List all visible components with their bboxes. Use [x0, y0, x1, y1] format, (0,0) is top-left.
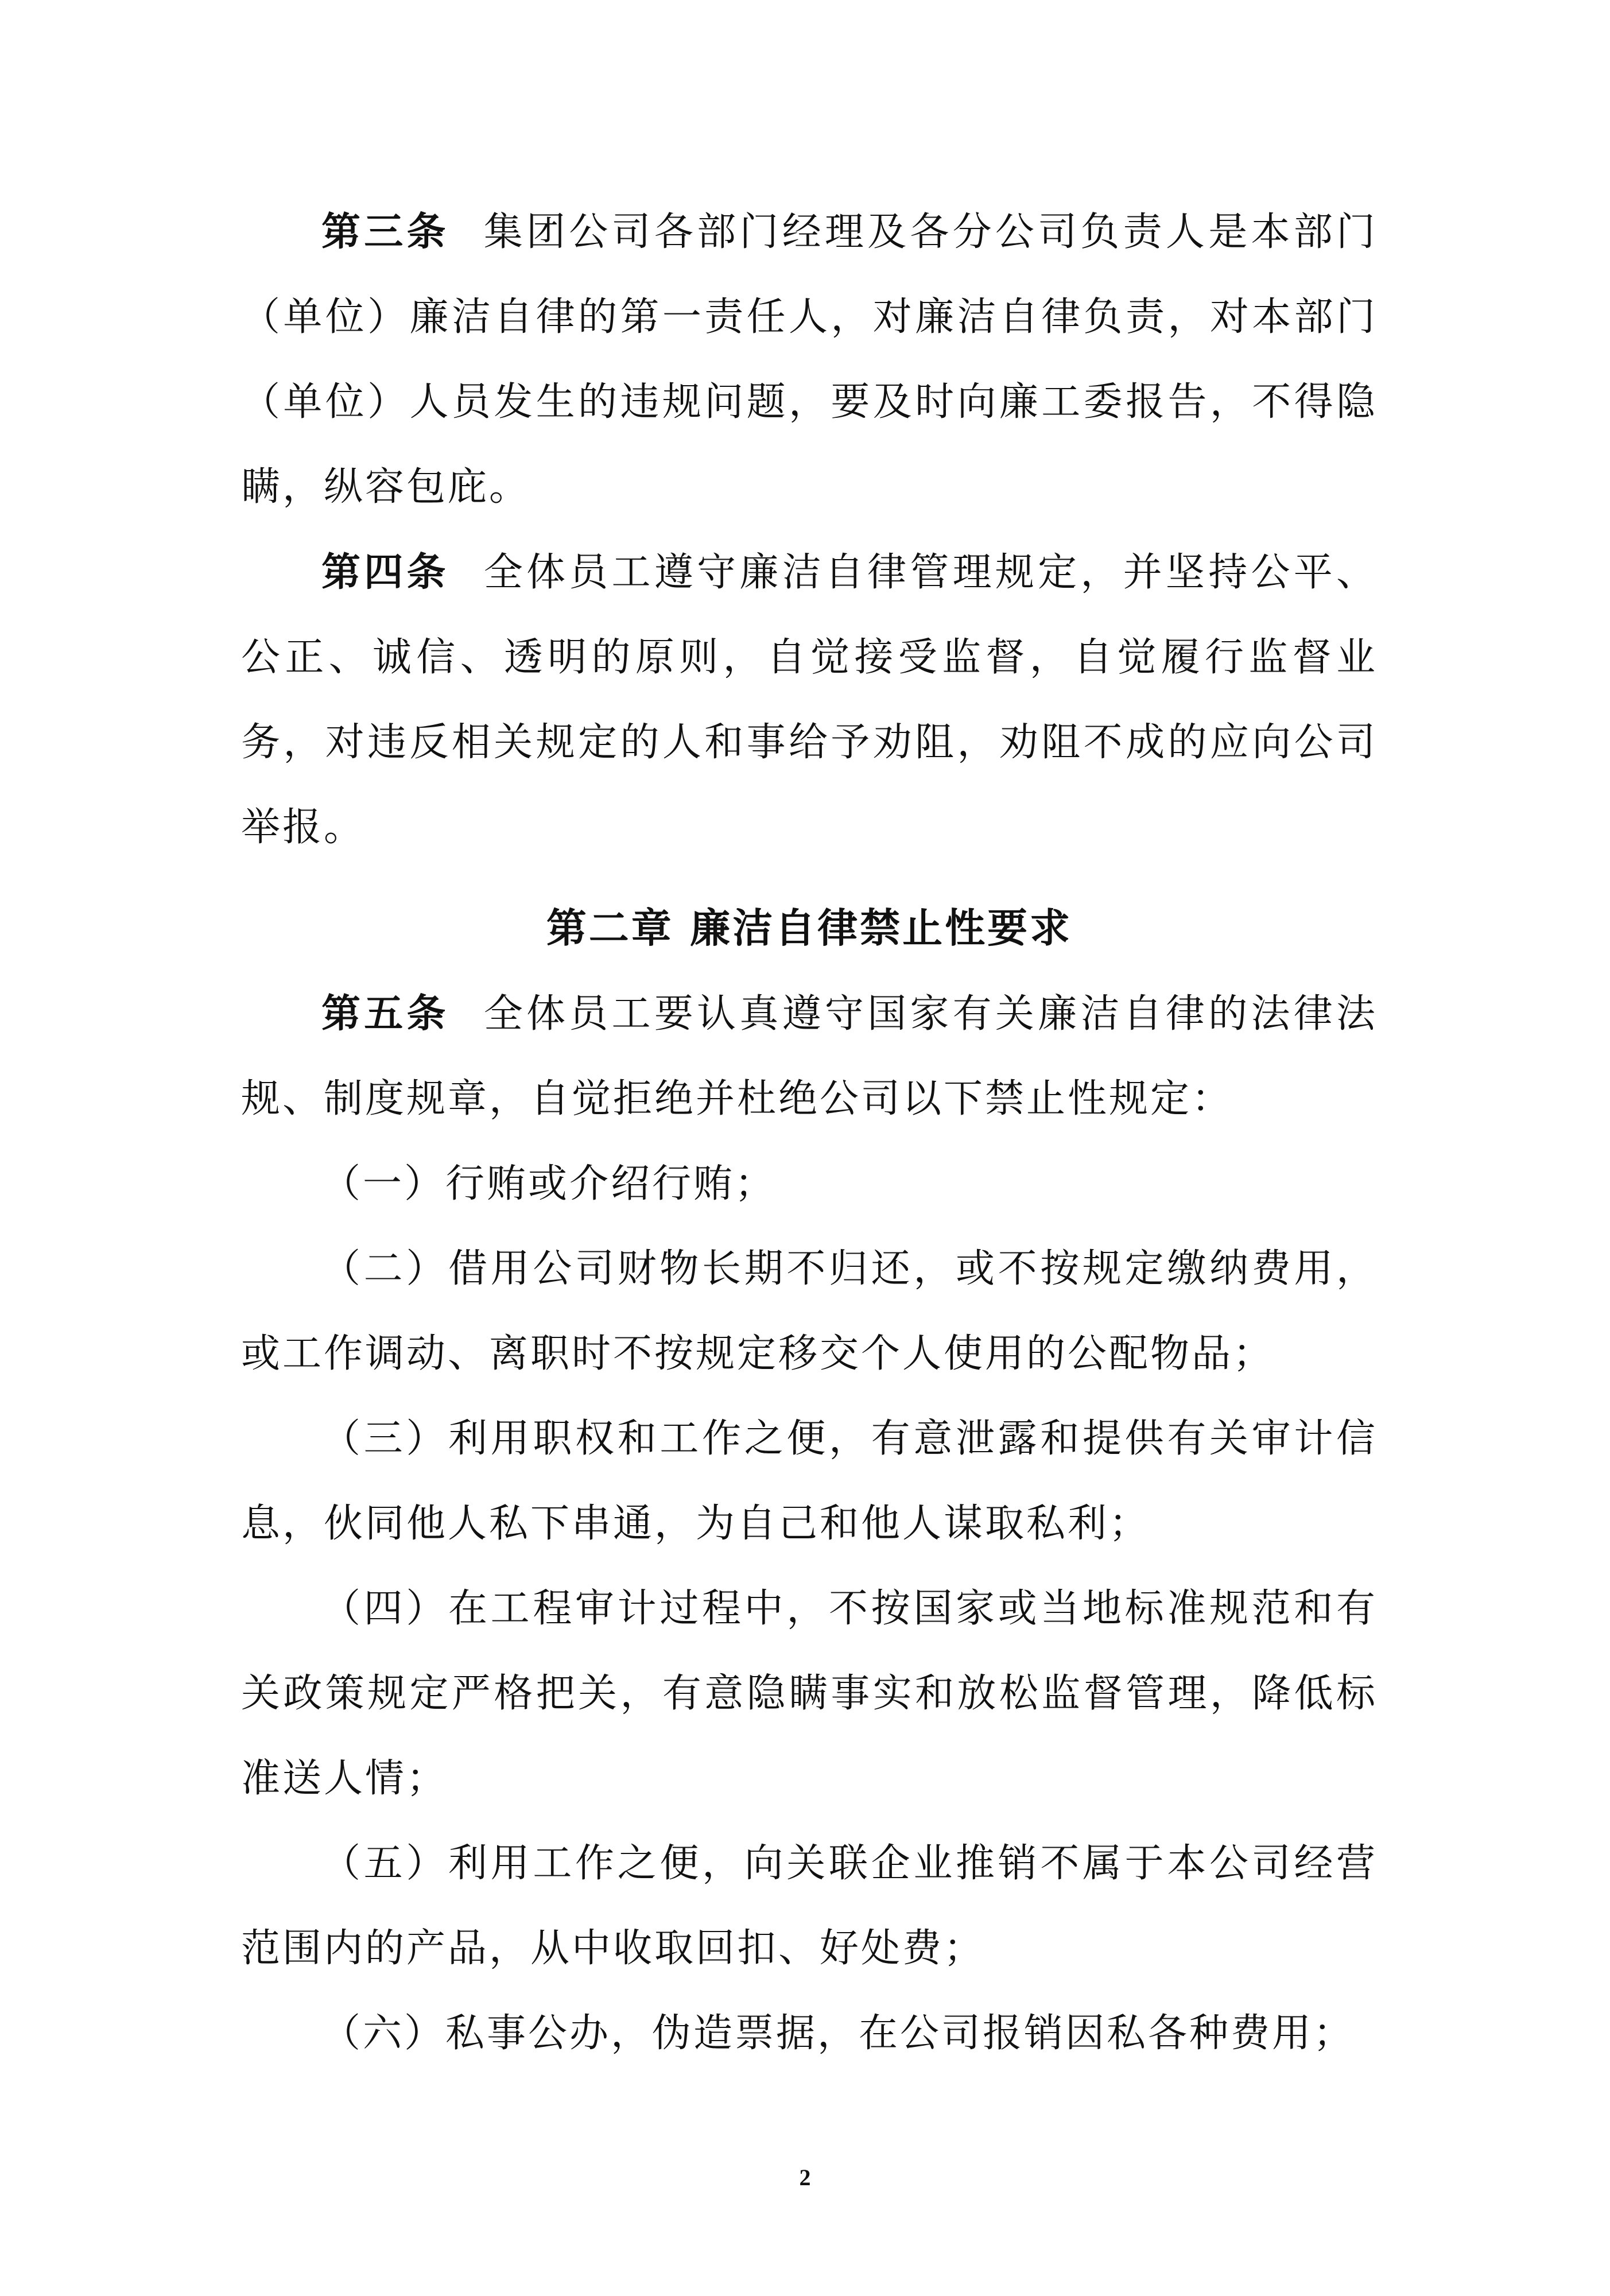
article-4: [241, 530, 1378, 870]
list-item: （四）在工程审计过程中，不按国家或当地标准规范和有关政策规定严格把关，有意隐瞒事实和放松监督管理，降低标准送人情；: [241, 1586, 1378, 1801]
page-number: 2: [799, 2165, 811, 2190]
article-5-text: 全体员工要认真遵守国家有关廉洁自律的法律法规、制度规章，自觉拒绝并杜绝公司以下禁止性规定：: [241, 991, 1378, 1122]
document-body: [241, 189, 1378, 2076]
list-item: （二）借用公司财物长期不归还，或不按规定缴纳费用，或工作调动、离职时不按规定移交个人使用的公配物品；: [241, 1246, 1378, 1376]
article-4-label: 第四条: [321, 549, 449, 595]
chapter-heading: 第二章 廉洁自律禁止性要求: [546, 904, 1073, 952]
list-item: （五）利用工作之便，向关联企业推销不属于本公司经营范围内的产品，从中收取回扣、好处费；: [241, 1841, 1378, 1971]
article-3: [241, 189, 1378, 530]
article-3-text: 集团公司各部门经理及各分公司负责人是本部门（单位）廉洁自律的第一责任人，对廉洁自律负责，对本部门（单位）人员发生的违规问题，要及时向廉工委报告，不得隐瞒，纵容包庇。: [241, 210, 1378, 510]
article-5: [241, 971, 1378, 1142]
article-3-label: 第三条: [321, 209, 449, 255]
article-4-text: 全体员工遵守廉洁自律管理规定，并坚持公平、公正、诚信、透明的原则，自觉接受监督，自觉履行监督业务，对违反相关规定的人和事给予劝阻，劝阻不成的应向公司举报。: [241, 550, 1378, 850]
list-item: （六）私事公办，伪造票据，在公司报销因私各种费用；: [321, 2011, 1355, 2056]
list-item: （一）行贿或介绍行贿；: [321, 1161, 777, 1207]
list-item: （三）利用职权和工作之便，有意泄露和提供有关审计信息，伙同他人私下串通，为自己和他人谋取私利；: [241, 1416, 1378, 1546]
article-5-label: 第五条: [321, 991, 449, 1037]
